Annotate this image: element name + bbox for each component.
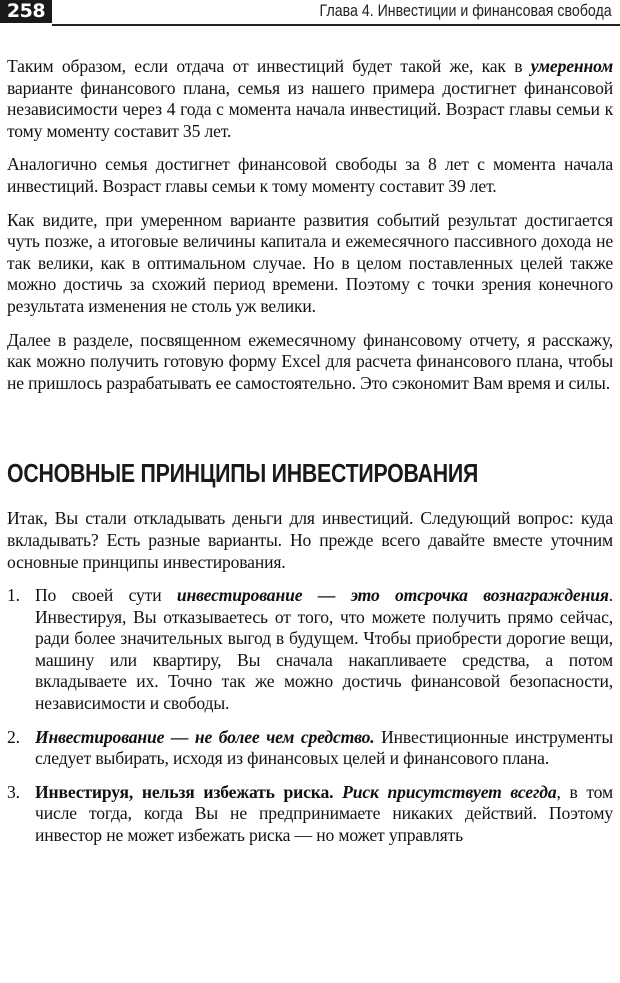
- principle-item-3: [7, 782, 613, 847]
- page-body: [7, 56, 613, 859]
- paragraph-1-text-start: Таким образом, если отдача от инвестиций будет такой же, как в: [7, 56, 531, 76]
- principle-emphasis: инвестирование — это отсрочка вознаграждения: [176, 585, 609, 606]
- paragraph-4: Далее в разделе, посвященном ежемесячному финансовому отчету, я расскажу, как можно получить готовую форму Excel для расчета финансового плана, чтобы не пришлось разрабатывать ее самостоятельно. Это сэкономит Вам время и силы.: [7, 329, 613, 393]
- principle-item-2: [7, 727, 613, 770]
- paragraph-1: [7, 56, 613, 142]
- principle-text-end: Инвестиционные инструменты следует выбирать, исходя из финансовых целей и финансового плана.: [35, 726, 613, 769]
- header-rule: [52, 24, 620, 26]
- principle-number: 1.: [7, 585, 20, 606]
- principle-number: 2.: [7, 726, 20, 747]
- paragraph-3: Как видите, при умеренном варианте развития событий результат достигается чуть позже, а итоговые величины капитала и ежемесячного пассивного дохода не так велики, как в оптимальном случае. Но в целом поставленных целей также можно достичь за схожий период времени. Поэтому с точки зрения конечного результата изменения не столь уж велики.: [7, 209, 613, 316]
- page-number: 258: [0, 0, 52, 23]
- principle-text-end: . Инвестируя, Вы отказываетесь от того, что можете получить прямо сейчас, ради более значительных выгод в будущем. Чтобы приобрести дорогие вещи, машину или квартиру, Вы сначала накапливаете средства, а потом вкладываете их. Точно так же можно достичь финансовой безопасности, независимости и свободы.: [35, 585, 613, 714]
- section-title: ОСНОВНЫЕ ПРИНЦИПЫ ИНВЕСТИРОВАНИЯ: [7, 458, 479, 489]
- section-intro: Итак, Вы стали откладывать деньги для инвестиций. Следующий вопрос: куда вкладывать? Есть разные варианты. Но прежде всего давайте вместе уточним основные принципы инвестирования.: [7, 508, 613, 572]
- principle-text-start: По своей сути: [35, 585, 177, 606]
- running-title: Глава 4. Инвестиции и финансовая свобода: [319, 2, 612, 20]
- principle-emphasis: Риск присутствует всегда: [342, 781, 557, 802]
- principles-list: [7, 585, 613, 847]
- principle-item-1: [7, 585, 613, 715]
- paragraph-1-text-end: варианте финансового плана, семья из нашего примера достигнет финансовой независимости через 4 года с момента начала инвестиций. Возраст главы семьи к тому моменту составит 35 лет.: [7, 77, 613, 141]
- paragraph-1-emphasis: умеренном: [530, 56, 613, 76]
- principle-emphasis: Инвестирование — не более чем средство.: [35, 726, 375, 747]
- paragraph-2: Аналогично семья достигнет финансовой свободы за 8 лет с момента начала инвестиций. Возраст главы семьи к тому моменту составит 39 лет.: [7, 154, 613, 196]
- page-header: [0, 0, 620, 26]
- principle-number: 3.: [7, 781, 20, 802]
- principle-bold-text: Инвестируя, нельзя избежать риска.: [35, 781, 343, 802]
- principle-text-end: , в том числе тогда, когда Вы не предпринимаете никаких действий. Поэтому инвестор не может избежать риска — но может управлять: [35, 781, 613, 846]
